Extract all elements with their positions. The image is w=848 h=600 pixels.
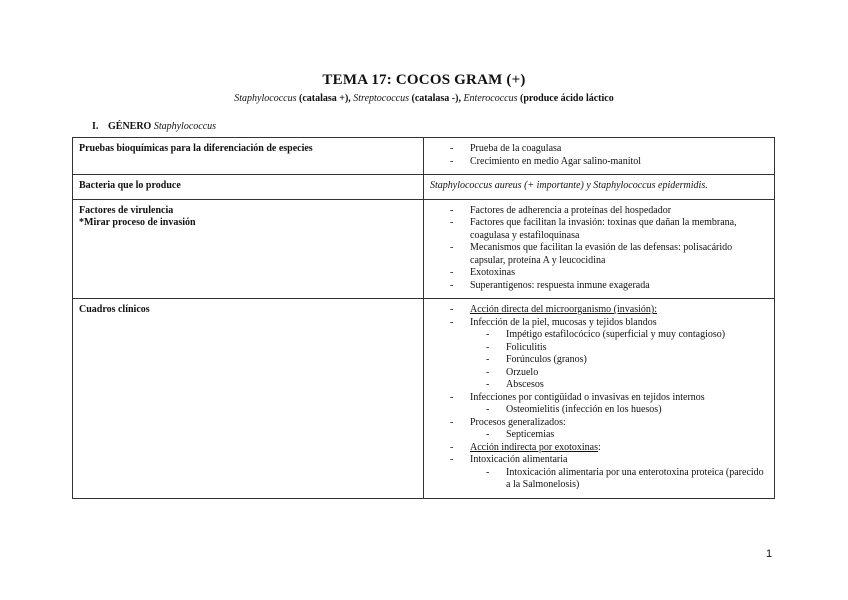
row-label: Cuadros clínicos bbox=[73, 299, 424, 499]
section-number: I. bbox=[92, 121, 99, 132]
list-item bbox=[430, 317, 768, 392]
accion-directa-heading: Acción directa del microorganismo (invasión): bbox=[470, 304, 657, 315]
accion-indirecta-colon: : bbox=[598, 441, 601, 453]
sub-bullet-list bbox=[470, 429, 768, 442]
sub-list-item: - Abscesos bbox=[470, 379, 768, 392]
table-row-virulencia bbox=[73, 199, 775, 299]
catalase-negative-note: (catalasa -), bbox=[409, 93, 464, 104]
genus-streptococcus: Streptococcus bbox=[353, 93, 410, 104]
row-content bbox=[424, 299, 775, 499]
species-connector: (+ importante) y bbox=[521, 180, 594, 191]
list-item: - Factores de adherencia a proteínas del hospedador bbox=[430, 205, 768, 218]
row-label-main: Factores de virulencia bbox=[79, 204, 174, 216]
row-content bbox=[424, 199, 775, 299]
species-aureus: Staphylococcus aureus bbox=[430, 180, 522, 191]
sub-list-item: - Impétigo estafilocócico (superficial y muy contagioso) bbox=[470, 329, 768, 342]
list-item: - Crecimiento en medio Agar salino-manitol bbox=[430, 156, 768, 169]
bullet-list bbox=[430, 205, 768, 293]
list-item-text: Infecciones por contigüidad o invasivas en tejidos internos bbox=[470, 391, 705, 403]
list-item: - Exotoxinas bbox=[430, 267, 768, 280]
sub-list-item: - Septicemias bbox=[470, 429, 768, 442]
sub-list-item: - Orzuelo bbox=[470, 367, 768, 380]
row-label: Bacteria que lo produce bbox=[73, 175, 424, 200]
list-item: - Factores que facilitan la invasión: toxinas que dañan la membrana, coagulasa y estafiloquinasa bbox=[430, 217, 768, 242]
row-label: Pruebas bioquímicas para la diferenciación de especies bbox=[73, 138, 424, 175]
sub-bullet-list bbox=[470, 467, 768, 492]
sub-list-item: - Intoxicación alimentaria por una enterotoxina proteica (parecido a la Salmonelosis) bbox=[470, 467, 768, 492]
list-item bbox=[430, 392, 768, 417]
table-row-bacteria bbox=[73, 175, 775, 200]
list-item bbox=[430, 304, 768, 317]
sub-bullet-list bbox=[470, 404, 768, 417]
section-genus: Staphylococcus bbox=[153, 121, 217, 132]
bullet-list bbox=[430, 143, 768, 168]
sub-list-item: - Forúnculos (granos) bbox=[470, 354, 768, 367]
table-row-cuadros bbox=[73, 299, 775, 499]
list-item: - Superantígenos: respuesta inmune exagerada bbox=[430, 280, 768, 293]
sub-list-item: - Foliculitis bbox=[470, 342, 768, 355]
row-content bbox=[424, 138, 775, 175]
list-item bbox=[430, 442, 768, 455]
list-item: - Mecanismos que facilitan la evasión de las defensas: polisacárido capsular, proteína A y leucocidina bbox=[430, 242, 768, 267]
row-label bbox=[73, 199, 424, 299]
table-row-pruebas bbox=[73, 138, 775, 175]
section-label: GÉNERO bbox=[108, 121, 154, 132]
bullet-list bbox=[430, 304, 768, 492]
lactic-acid-note: (produce ácido láctico bbox=[517, 93, 614, 104]
list-item-text: Procesos generalizados: bbox=[470, 416, 566, 428]
page-number: 1 bbox=[766, 548, 773, 560]
catalase-positive-note: (catalasa +), bbox=[296, 93, 354, 104]
species-epidermidis: Staphylococcus epidermidis. bbox=[593, 180, 708, 191]
list-item-text: Infección de la piel, mucosas y tejidos blandos bbox=[470, 316, 657, 328]
row-content bbox=[424, 175, 775, 200]
sub-list-item: - Osteomielitis (infección en los huesos) bbox=[470, 404, 768, 417]
page-title: TEMA 17: COCOS GRAM (+) bbox=[322, 72, 526, 88]
accion-indirecta-heading: Acción indirecta por exotoxinas bbox=[470, 441, 599, 453]
list-item bbox=[430, 417, 768, 442]
list-item: - Prueba de la coagulasa bbox=[430, 143, 768, 156]
page-subtitle bbox=[0, 93, 848, 104]
genus-enterococcus: Enterococcus bbox=[463, 93, 518, 104]
sub-bullet-list bbox=[470, 329, 768, 392]
list-item-text: Intoxicación alimentaria bbox=[470, 454, 568, 465]
section-heading bbox=[92, 121, 216, 132]
list-item bbox=[430, 454, 768, 492]
row-label-note: *Mirar proceso de invasión bbox=[79, 217, 196, 228]
genus-staphylococcus: Staphylococcus bbox=[234, 93, 297, 104]
staphylococcus-table bbox=[72, 137, 775, 499]
